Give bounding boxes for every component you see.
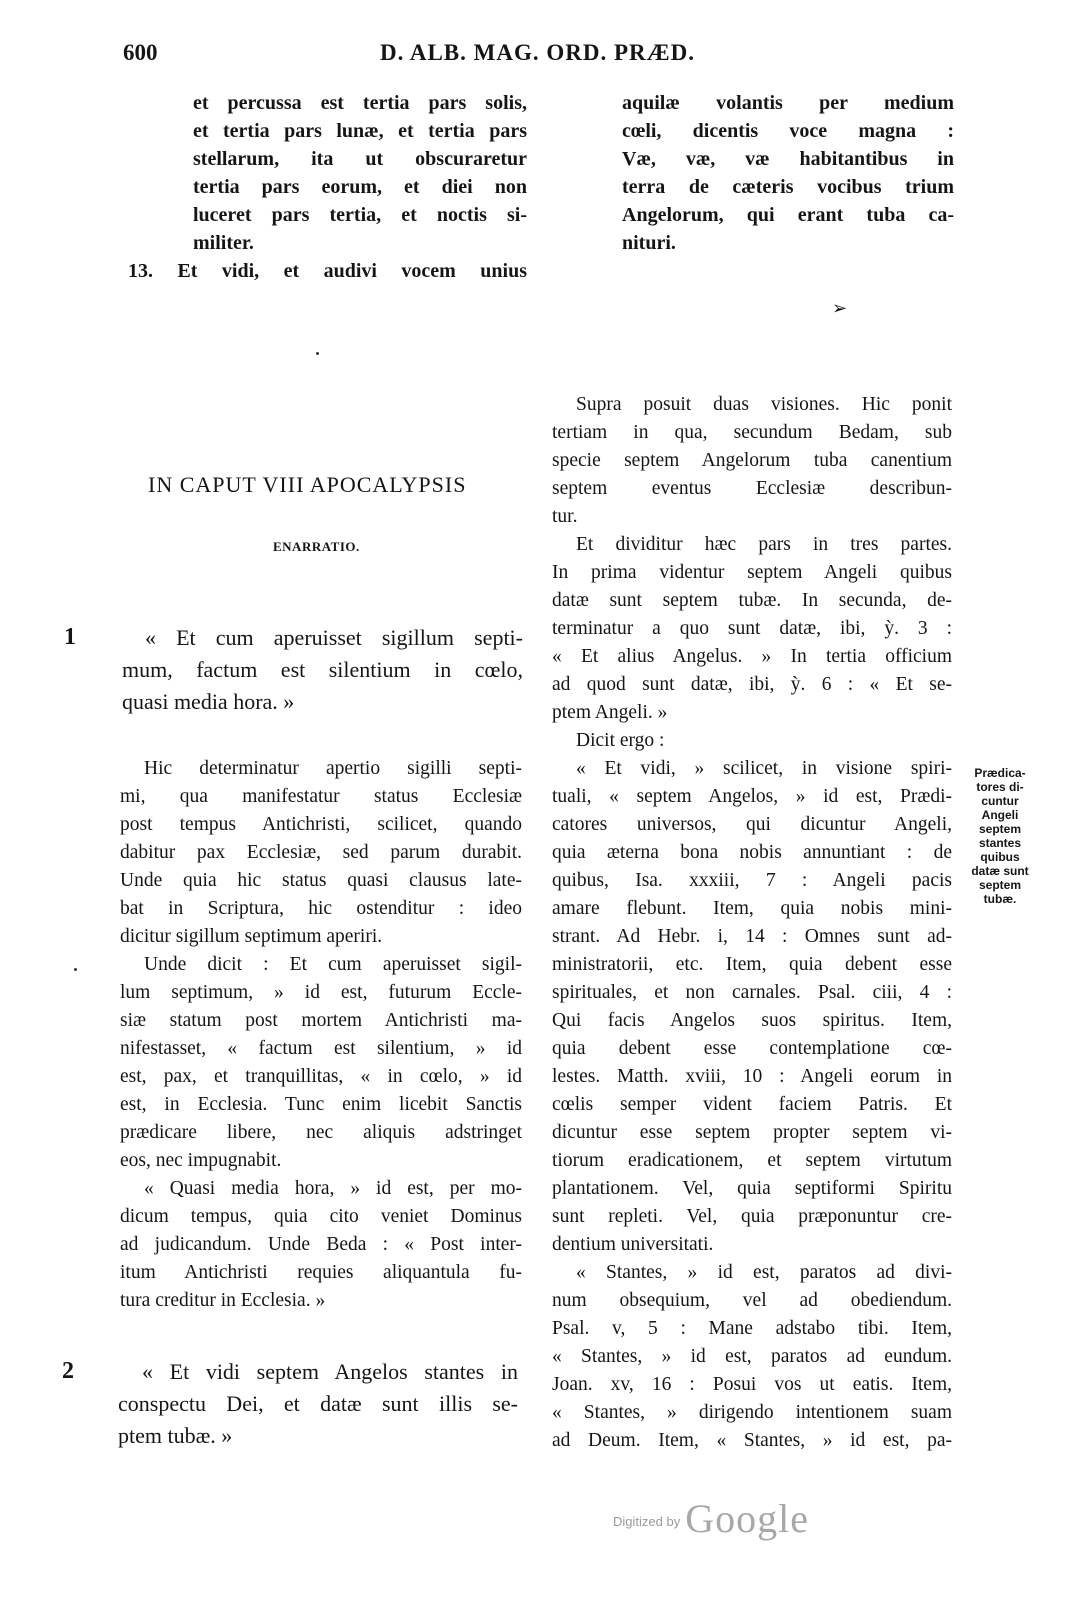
margin-note-line: cuntur	[981, 794, 1019, 808]
text-line: aquilæ volantis per medium	[622, 92, 954, 114]
text-line: lestes. Matth. xviii, 10 : Angeli eorum in	[552, 1066, 952, 1087]
margin-note	[958, 766, 1042, 906]
text-line: stellarum, ita ut obscuraretur	[193, 148, 527, 170]
text-line: Supra posuit duas visiones. Hic ponit	[576, 394, 952, 415]
text-line: ministratorii, etc. Item, quia debent esse	[552, 954, 952, 975]
text-line: est, in Ecclesia. Tunc enim licebit Sanctis	[120, 1094, 522, 1115]
text-line: tertia pars eorum, et diei non	[193, 176, 527, 198]
verse-right-block	[622, 89, 954, 257]
text-line: tiorum eradicationem, et septem virtutum	[552, 1150, 952, 1171]
text-line: tura creditur in Ecclesia. »	[120, 1290, 326, 1311]
left-body-text	[120, 755, 522, 1315]
text-line: Qui facis Angelos suos spiritus. Item,	[552, 1010, 952, 1031]
text-line: Væ, væ, væ habitantibus in	[622, 148, 954, 170]
text-line: siæ statum post mortem Antichristi ma-	[120, 1010, 522, 1031]
text-line: tertiam in qua, secundum Bedam, sub	[552, 422, 952, 443]
text-line: « Quasi media hora, » id est, per mo-	[144, 1178, 522, 1199]
text-line: Psal. v, 5 : Mane adstabo tibi. Item,	[552, 1318, 952, 1339]
text-line: militer.	[193, 232, 254, 254]
text-line: ad quod sunt datæ, ibi, ỳ. 6 : « Et se-	[552, 674, 952, 695]
text-line: lum septimum, » id est, futurum Eccle-	[120, 982, 522, 1003]
text-line: « Et alius Angelus. » In tertia officium	[552, 646, 952, 667]
text-line: dicuntur esse septem propter septem vi-	[552, 1122, 952, 1143]
text-line: cœlis semper vident faciem Patris. Et	[552, 1094, 952, 1115]
running-title: D. ALB. MAG. ORD. PRÆD.	[380, 40, 695, 65]
margin-note-line: tores di-	[976, 780, 1024, 794]
text-line: et tertia pars lunæ, et tertia pars	[193, 120, 527, 142]
chapter-subheading: ENARRATIO.	[273, 539, 360, 554]
text-line: quia debent esse contemplatione cœ-	[552, 1038, 952, 1059]
text-line: datæ sunt septem tubæ. In secunda, de-	[552, 590, 952, 611]
text-line: « Et vidi, » scilicet, in visione spiri-	[576, 758, 952, 779]
text-line: eos, nec impugnabit.	[120, 1150, 282, 1171]
text-line: ad Deum. Item, « Stantes, » id est, pa-	[552, 1430, 952, 1451]
text-line: ptem Angeli. »	[552, 702, 668, 723]
margin-note-line: Angeli	[981, 808, 1019, 822]
page-number: 600	[123, 40, 158, 65]
quote-2-cont	[118, 1388, 518, 1452]
text-line: cœli, dicentis voce magna :	[622, 120, 954, 142]
text-line: ad judicandum. Unde Beda : « Post inter-	[120, 1234, 522, 1255]
text-line: septem eventus Ecclesiæ describun-	[552, 478, 952, 499]
fleuron-icon: ➢	[832, 298, 848, 319]
text-line: post tempus Antichristi, scilicet, quando	[120, 814, 522, 835]
text-line: tuali, « septem Angelos, » id est, Prædi-	[552, 786, 952, 807]
text-line: dicum tempus, quia cito veniet Dominus	[120, 1206, 522, 1227]
section-marker-2: 2	[62, 1358, 74, 1384]
ink-speck	[316, 352, 319, 355]
verse-left-block	[193, 89, 527, 257]
margin-note-line: stantes	[978, 836, 1022, 850]
quote-1-cont	[122, 654, 523, 718]
margin-note-line: Prædica-	[974, 766, 1026, 780]
text-line: terra de cæteris vocibus trium	[622, 176, 954, 198]
text-line: sunt repleti. Vel, quia præponuntur cre-	[552, 1206, 952, 1227]
text-line: et percussa est tertia pars solis,	[193, 92, 527, 114]
text-line: strant. Ad Hebr. i, 14 : Omnes sunt ad-	[552, 926, 952, 947]
text-line: nituri.	[622, 232, 676, 254]
right-body-text	[552, 391, 952, 1455]
text-line: plantationem. Vel, quia septiformi Spiritu	[552, 1178, 952, 1199]
text-line: spirituales, et non carnales. Psal. ciii, 4 :	[552, 982, 952, 1003]
text-line: est, pax, et tranquillitas, « in cœlo, » id	[120, 1066, 522, 1087]
text-line: Hic determinatur apertio sigilli septi-	[144, 758, 522, 779]
ink-speck	[74, 968, 77, 971]
margin-note-line: datæ sunt	[971, 864, 1029, 878]
text-line: « Stantes, » id est, paratos ad divi-	[576, 1262, 952, 1283]
chapter-heading: IN CAPUT VIII APOCALYPSIS	[148, 472, 467, 497]
margin-note-line: septem	[978, 822, 1022, 836]
verse-13	[128, 257, 527, 285]
text-line: num obsequium, vel ad obediendum.	[552, 1290, 952, 1311]
margin-note-line: septem	[978, 878, 1022, 892]
text-line: Joan. xv, 16 : Posui vos ut eatis. Item,	[552, 1374, 952, 1395]
margin-note-line: quibus	[980, 850, 1020, 864]
text-line: luceret pars tertia, et noctis si-	[193, 204, 527, 226]
text-line: nifestasset, « factum est silentium, » id	[120, 1038, 522, 1059]
text-line: In prima videntur septem Angeli quibus	[552, 562, 952, 583]
text-line: dabitur pax Ecclesiæ, sed parum durabit.	[120, 842, 522, 863]
margin-note-line: tubæ.	[983, 892, 1017, 906]
text-line: dicitur sigillum septimum aperiri.	[120, 926, 383, 947]
text-line: quia æterna bona nobis annuntiant : de	[552, 842, 952, 863]
text-line: Unde quia hic status quasi clausus late-	[120, 870, 522, 891]
google-logo: Google	[685, 1496, 810, 1541]
text-line: « Et cum aperuisset sigillum septi-	[145, 625, 523, 650]
text-line: 13. Et vidi, et audivi vocem unius	[128, 260, 527, 282]
quote-1	[145, 622, 523, 654]
text-line: ptem tubæ. »	[118, 1423, 233, 1448]
text-line: conspectu Dei, et datæ sunt illis se-	[118, 1391, 518, 1416]
text-line: tur.	[552, 506, 578, 527]
text-line: Et dividitur hæc pars in tres partes.	[576, 534, 952, 555]
text-line: Unde dicit : Et cum aperuisset sigil-	[144, 954, 522, 975]
text-line: Angelorum, qui erant tuba ca-	[622, 204, 954, 226]
section-marker-1: 1	[64, 624, 76, 650]
text-line: « Et vidi septem Angelos stantes in	[142, 1359, 518, 1384]
digitized-label: Digitized by	[613, 1514, 681, 1529]
text-line: terminatur a quo sunt datæ, ibi, ỳ. 3 :	[552, 618, 952, 639]
digitized-watermark	[613, 1495, 809, 1542]
text-line: Dicit ergo :	[576, 730, 665, 751]
text-line: « Stantes, » dirigendo intentionem suam	[552, 1402, 952, 1423]
text-line: dentium universitati.	[552, 1234, 714, 1255]
text-line: mum, factum est silentium in cœlo,	[122, 657, 523, 682]
text-line: itum Antichristi requies aliquantula fu-	[120, 1262, 522, 1283]
quote-2	[142, 1356, 518, 1388]
text-line: quibus, Isa. xxxiii, 7 : Angeli pacis	[552, 870, 952, 891]
text-line: catores universos, qui dicuntur Angeli,	[552, 814, 952, 835]
text-line: « Stantes, » id est, paratos ad eundum.	[552, 1346, 952, 1367]
text-line: mi, qua manifestatur status Ecclesiæ	[120, 786, 522, 807]
text-line: amare flebunt. Item, quia nobis mini-	[552, 898, 952, 919]
text-line: quasi media hora. »	[122, 689, 295, 714]
text-line: bat in Scriptura, hic ostenditur : ideo	[120, 898, 522, 919]
text-line: prædicare libere, nec aliquis adstringet	[120, 1122, 522, 1143]
text-line: specie septem Angelorum tuba canentium	[552, 450, 952, 471]
